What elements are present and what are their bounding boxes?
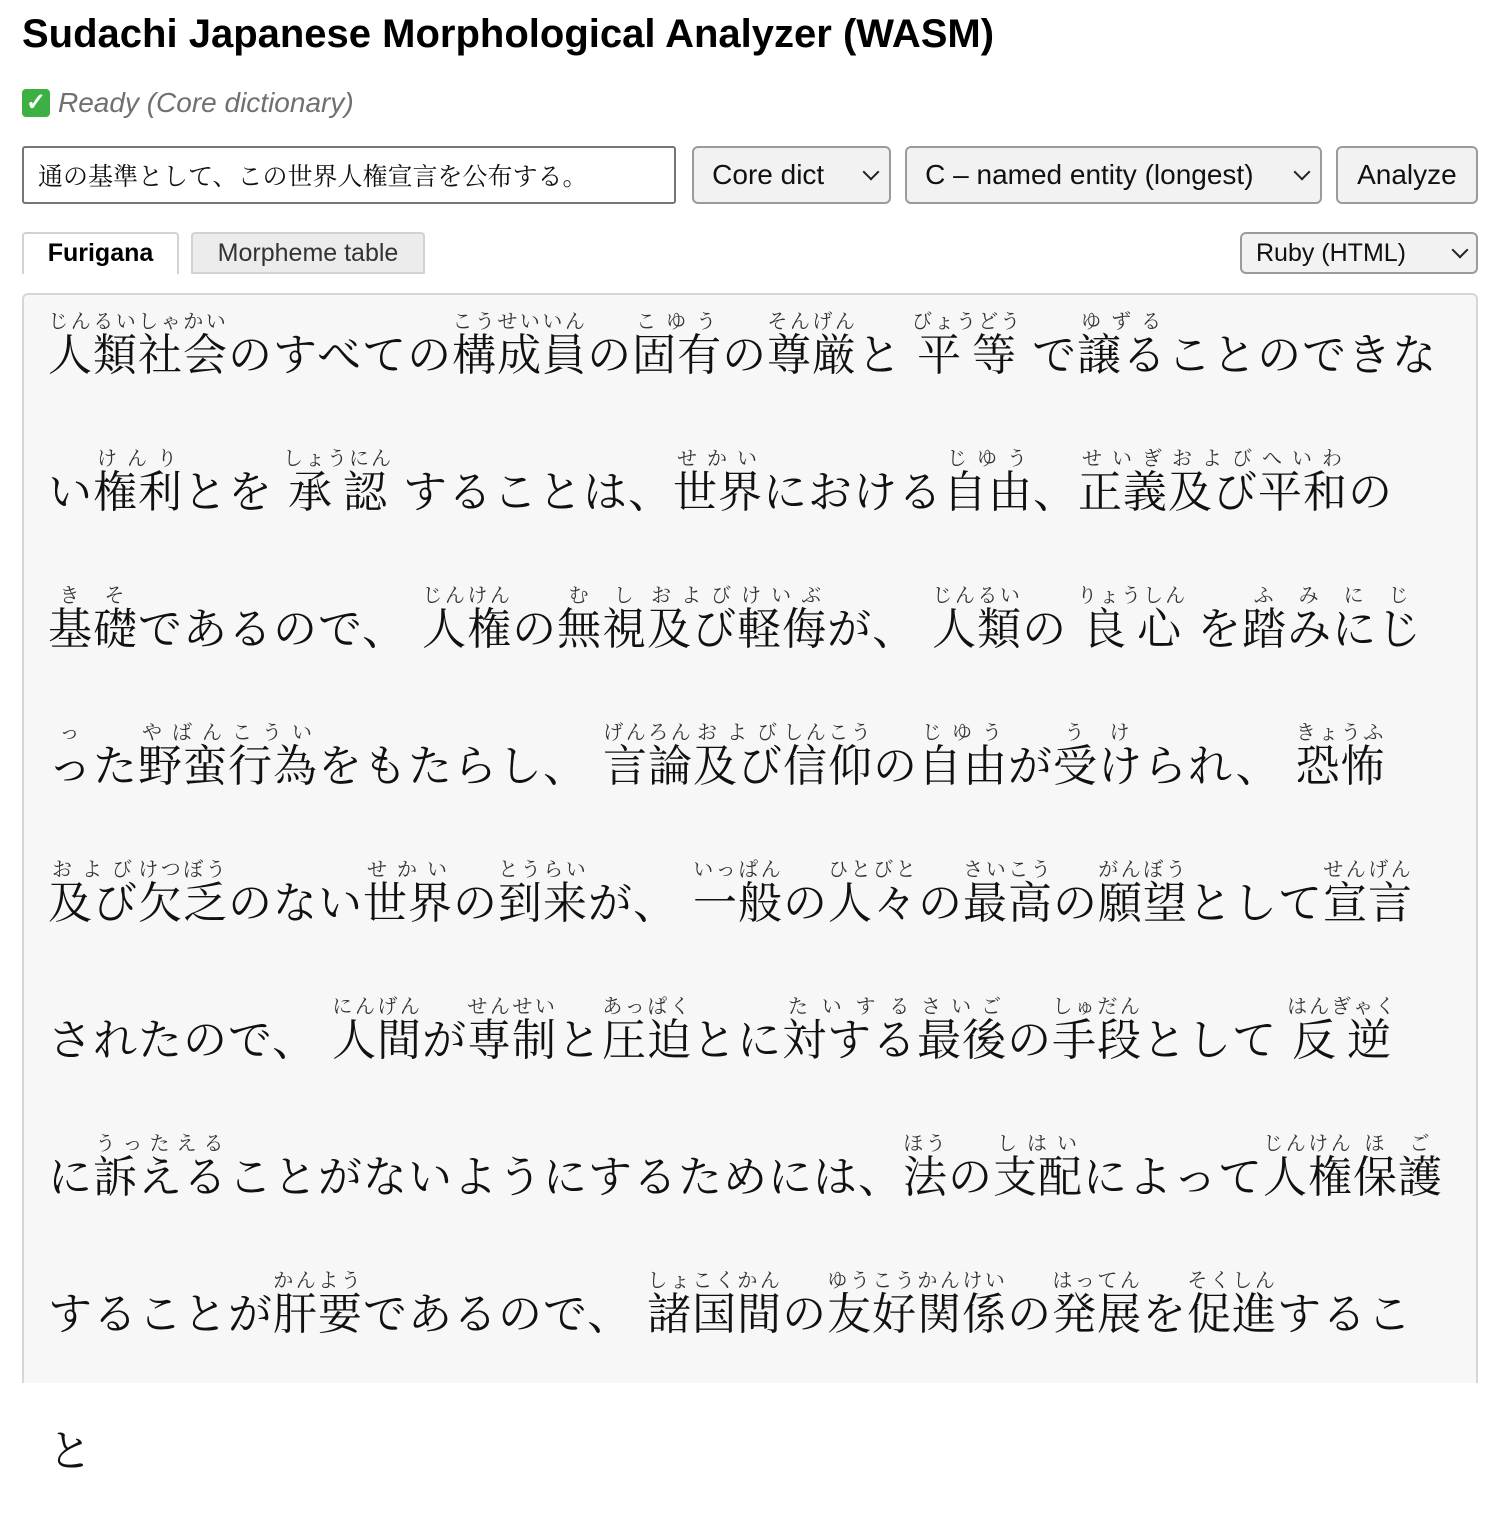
token-surface: 及び <box>647 604 738 655</box>
token-surface: 欠乏 <box>138 878 228 929</box>
token-reading: へいわ <box>1258 446 1348 470</box>
token-surface: 諸国間 <box>647 1289 783 1340</box>
token-surface: 人類 <box>932 604 1023 655</box>
token-reading: および <box>647 583 738 607</box>
token-reading: しんこう <box>783 720 873 744</box>
plain-text-token: であるので、 <box>138 604 423 655</box>
plain-text-token: を <box>1182 604 1243 655</box>
token-reading: うったえる <box>93 1131 228 1155</box>
token-reading: さいこう <box>963 857 1053 881</box>
furigana-token <box>498 857 588 929</box>
plain-text-token: として <box>1188 878 1323 929</box>
token-surface: 軽侮 <box>737 604 828 655</box>
token-reading: かんよう <box>273 1268 363 1292</box>
plain-text-token: によって <box>1083 1152 1263 1203</box>
furigana-token <box>1258 446 1348 518</box>
furigana-token <box>1052 1268 1143 1340</box>
furigana-text <box>48 287 1452 1520</box>
token-reading: じんけん <box>1263 1131 1353 1155</box>
check-icon: ✓ <box>22 89 50 117</box>
furigana-token <box>828 857 918 929</box>
furigana-token <box>963 857 1053 929</box>
status-text: Ready (Core dictionary) <box>58 87 354 118</box>
token-surface: 平等 <box>912 330 1023 381</box>
token-surface: 圧迫 <box>602 1015 693 1066</box>
token-reading: および <box>1168 446 1258 470</box>
token-reading: しょうにん <box>283 446 393 470</box>
split-mode-select-value: C – named entity (longest) <box>925 159 1254 190</box>
token-surface: 発展 <box>1052 1289 1143 1340</box>
furigana-token <box>363 857 453 929</box>
token-surface: 正義 <box>1078 467 1168 518</box>
token-surface: 良心 <box>1077 604 1188 655</box>
furigana-token <box>993 1131 1083 1203</box>
token-reading: がんぼう <box>1098 857 1188 881</box>
token-reading: しゅだん <box>1052 994 1143 1018</box>
token-reading: むし <box>557 583 648 607</box>
furigana-token <box>647 583 738 655</box>
token-surface: 踏みにじっ <box>48 604 1423 792</box>
furigana-token <box>48 309 228 381</box>
render-mode-select-value: Ruby (HTML) <box>1256 238 1407 267</box>
token-surface: 対する <box>782 1015 918 1066</box>
token-reading: きそ <box>48 583 138 607</box>
plain-text-token: の <box>1007 1015 1053 1066</box>
controls-bar <box>22 146 1478 204</box>
token-surface: 到来 <box>498 878 588 929</box>
chevron-down-icon <box>863 163 880 180</box>
token-reading: ほご <box>1353 1131 1443 1155</box>
plain-text-token: の <box>918 878 963 929</box>
dictionary-select-value: Core dict <box>712 159 825 190</box>
furigana-token <box>603 720 693 792</box>
token-surface: 最高 <box>963 878 1053 929</box>
token-reading: やばん <box>138 720 228 744</box>
token-surface: 手段 <box>1052 1015 1143 1066</box>
furigana-token <box>602 994 693 1066</box>
token-surface: 保護 <box>1353 1152 1443 1203</box>
furigana-token <box>737 583 828 655</box>
token-surface: 最後 <box>917 1015 1008 1066</box>
token-surface: 恐怖 <box>1295 741 1386 792</box>
token-reading: じんるいしゃかい <box>48 309 228 333</box>
furigana-token <box>932 583 1023 655</box>
tab-morpheme-table[interactable]: Morpheme table <box>191 232 425 274</box>
token-surface: 自由 <box>918 741 1008 792</box>
token-surface: 友好関係 <box>827 1289 1008 1340</box>
furigana-token <box>93 446 183 518</box>
token-surface: 世界 <box>363 878 453 929</box>
token-reading: はってん <box>1052 1268 1143 1292</box>
token-surface: 権利 <box>93 467 183 518</box>
plain-text-token: と <box>857 330 918 381</box>
plain-text-token: すること <box>48 1289 1413 1477</box>
furigana-token <box>917 994 1008 1066</box>
plain-text-token: の <box>783 878 828 929</box>
plain-text-token: することが <box>48 1289 273 1340</box>
furigana-token <box>1098 857 1188 929</box>
token-surface: 訴える <box>93 1152 228 1203</box>
plain-text-token: ことがないようにするためには、 <box>228 1152 903 1203</box>
token-reading: せんげん <box>1323 857 1413 881</box>
token-reading: こゆう <box>632 309 723 333</box>
token-surface: 願望 <box>1098 878 1188 929</box>
furigana-token <box>673 446 763 518</box>
furigana-token <box>283 446 393 518</box>
status-bar <box>22 80 1478 126</box>
token-reading: しょこくかん <box>647 1268 783 1292</box>
token-surface: 受け <box>1053 741 1143 792</box>
plain-text-token: の <box>512 604 558 655</box>
furigana-token <box>767 309 858 381</box>
token-reading: きょうふ <box>1295 720 1386 744</box>
plain-text-token: の <box>1007 1289 1053 1340</box>
furigana-token <box>1052 994 1143 1066</box>
token-surface: 基礎 <box>48 604 138 655</box>
token-surface: 譲る <box>1077 330 1168 381</box>
split-mode-select[interactable] <box>905 146 1322 204</box>
furigana-token <box>1053 720 1143 792</box>
token-reading: しはい <box>993 1131 1083 1155</box>
token-reading: びょうどう <box>912 309 1023 333</box>
text-input[interactable] <box>22 146 676 204</box>
token-reading: うけ <box>1053 720 1143 744</box>
furigana-token <box>228 720 318 792</box>
token-surface: 世界 <box>673 467 763 518</box>
token-reading: じゆう <box>918 720 1008 744</box>
plain-text-token: の <box>722 330 768 381</box>
furigana-token <box>912 309 1023 381</box>
page-title: Sudachi Japanese Morphological Analyzer (WASM) <box>22 12 995 56</box>
furigana-token <box>1077 583 1188 655</box>
dictionary-select[interactable] <box>692 146 891 204</box>
token-reading: ゆずる <box>1077 309 1168 333</box>
token-surface: 無視 <box>557 604 648 655</box>
analyze-button[interactable]: Analyze <box>1336 146 1478 204</box>
token-surface: 一般 <box>693 878 783 929</box>
plain-text-token: の <box>1053 878 1098 929</box>
plain-text-token: することは、 <box>388 467 673 518</box>
token-surface: 及び <box>693 741 783 792</box>
furigana-token <box>93 1131 228 1203</box>
token-reading: さいご <box>917 994 1008 1018</box>
token-surface: 構成員 <box>452 330 588 381</box>
render-mode-select[interactable] <box>1240 232 1478 274</box>
token-surface: 及び <box>48 878 138 929</box>
furigana-token <box>1187 1268 1278 1340</box>
token-surface: 人権 <box>1263 1152 1353 1203</box>
furigana-token <box>1078 446 1168 518</box>
token-surface: 反逆 <box>1287 1015 1398 1066</box>
plain-text-token: の <box>587 330 633 381</box>
plain-text-token: が、 <box>588 878 693 929</box>
token-surface: 専制 <box>467 1015 558 1066</box>
token-surface: 平和 <box>1258 467 1348 518</box>
furigana-token <box>422 583 513 655</box>
token-reading: ゆうこうかんけい <box>827 1268 1008 1292</box>
furigana-output-panel <box>22 293 1478 1477</box>
token-surface: 承認 <box>283 467 393 518</box>
token-reading: じゆう <box>943 446 1033 470</box>
token-reading: せかい <box>673 446 763 470</box>
furigana-token <box>903 1131 948 1203</box>
plain-text-token: をもたらし、 <box>318 741 603 792</box>
token-reading: せんせい <box>467 994 558 1018</box>
token-surface: 肝要 <box>273 1289 363 1340</box>
plain-text-token: の <box>1348 467 1393 518</box>
furigana-token <box>632 309 723 381</box>
furigana-token <box>273 1268 363 1340</box>
furigana-token <box>783 720 873 792</box>
plain-text-token: を <box>1142 1289 1188 1340</box>
plain-text-token: の <box>948 1152 993 1203</box>
furigana-token <box>452 309 588 381</box>
token-reading: はんぎゃく <box>1287 994 1398 1018</box>
token-surface: 野蛮 <box>138 741 228 792</box>
furigana-token <box>1353 1131 1443 1203</box>
token-reading: りょうしん <box>1077 583 1188 607</box>
furigana-token <box>1295 720 1386 792</box>
plain-text-token: で <box>1017 330 1078 381</box>
token-reading: そくしん <box>1187 1268 1278 1292</box>
token-reading: こうい <box>228 720 318 744</box>
furigana-token <box>467 994 558 1066</box>
token-reading: いっぱん <box>693 857 783 881</box>
token-reading: じんけん <box>422 583 513 607</box>
plain-text-token: 、 <box>1033 467 1078 518</box>
token-reading: こうせいいん <box>452 309 588 333</box>
plain-text-token: として <box>1142 1015 1293 1066</box>
furigana-token <box>557 583 648 655</box>
token-reading: けいぶ <box>737 583 828 607</box>
plain-text-token: の <box>1022 604 1083 655</box>
token-reading: にんげん <box>332 994 423 1018</box>
token-surface: 人々 <box>828 878 918 929</box>
plain-text-token: に <box>48 1152 93 1203</box>
token-surface: 人類社会 <box>48 330 228 381</box>
chevron-down-icon <box>1293 163 1310 180</box>
token-reading: せかい <box>363 857 453 881</box>
token-reading: ひとびと <box>828 857 918 881</box>
furigana-token <box>48 857 138 929</box>
token-reading: けんり <box>93 446 183 470</box>
token-surface: 法 <box>903 1152 948 1203</box>
plain-text-token: が <box>422 1015 468 1066</box>
token-surface: 人間 <box>332 1015 423 1066</box>
token-surface: 人権 <box>422 604 513 655</box>
furigana-token <box>332 994 423 1066</box>
furigana-token <box>647 1268 783 1340</box>
plain-text-token: のすべての <box>228 330 453 381</box>
token-surface: 自由 <box>943 467 1033 518</box>
furigana-token <box>693 720 783 792</box>
plain-text-token: のない <box>228 878 363 929</box>
token-reading: けつぼう <box>138 857 228 881</box>
token-surface: 行為 <box>228 741 318 792</box>
furigana-token <box>1323 857 1413 929</box>
token-surface: 固有 <box>632 330 723 381</box>
token-surface: 信仰 <box>783 741 873 792</box>
plain-text-token: が <box>1008 741 1053 792</box>
token-surface: 支配 <box>993 1152 1083 1203</box>
plain-text-token: の <box>873 741 918 792</box>
token-reading: あっぱく <box>602 994 693 1018</box>
plain-text-token: ことのできない <box>48 330 1438 518</box>
furigana-token <box>827 1268 1008 1340</box>
furigana-token <box>1168 446 1258 518</box>
plain-text-token: られ、 <box>1143 741 1296 792</box>
plain-text-token: とを <box>183 467 288 518</box>
token-reading: げんろん <box>603 720 693 744</box>
tab-bar <box>22 232 1478 274</box>
furigana-token <box>1263 1131 1353 1203</box>
furigana-token <box>138 720 228 792</box>
plain-text-token: が、 <box>827 604 933 655</box>
furigana-token <box>138 857 228 929</box>
token-reading: せいぎ <box>1078 446 1168 470</box>
tab-furigana[interactable]: Furigana <box>22 232 179 274</box>
token-reading: たいする <box>782 994 918 1018</box>
token-reading: および <box>693 720 783 744</box>
chevron-down-icon <box>1452 241 1469 258</box>
furigana-token <box>918 720 1008 792</box>
plain-text-token: の <box>782 1289 828 1340</box>
plain-text-token: と <box>557 1015 603 1066</box>
token-surface: 宣言 <box>1323 878 1413 929</box>
furigana-token <box>782 994 918 1066</box>
furigana-token <box>943 446 1033 518</box>
token-reading: そんげん <box>767 309 858 333</box>
furigana-token <box>1287 994 1398 1066</box>
token-surface: 促進 <box>1187 1289 1278 1340</box>
token-reading: および <box>48 857 138 881</box>
plain-text-token: における <box>763 467 943 518</box>
furigana-token <box>693 857 783 929</box>
plain-text-token: の <box>453 878 498 929</box>
plain-text-token: されたので、 <box>48 1015 333 1066</box>
furigana-token <box>48 583 138 655</box>
token-reading: ほう <box>903 1131 948 1155</box>
plain-text-token: とに <box>692 1015 783 1066</box>
token-surface: 尊厳 <box>767 330 858 381</box>
token-surface: 言論 <box>603 741 693 792</box>
token-surface: 及び <box>1168 467 1258 518</box>
plain-text-token: た <box>93 741 138 792</box>
token-reading: ふみにじっ <box>48 583 1423 744</box>
token-reading: じんるい <box>932 583 1023 607</box>
plain-text-token: であるので、 <box>363 1289 648 1340</box>
furigana-token <box>1077 309 1168 381</box>
token-reading: とうらい <box>498 857 588 881</box>
